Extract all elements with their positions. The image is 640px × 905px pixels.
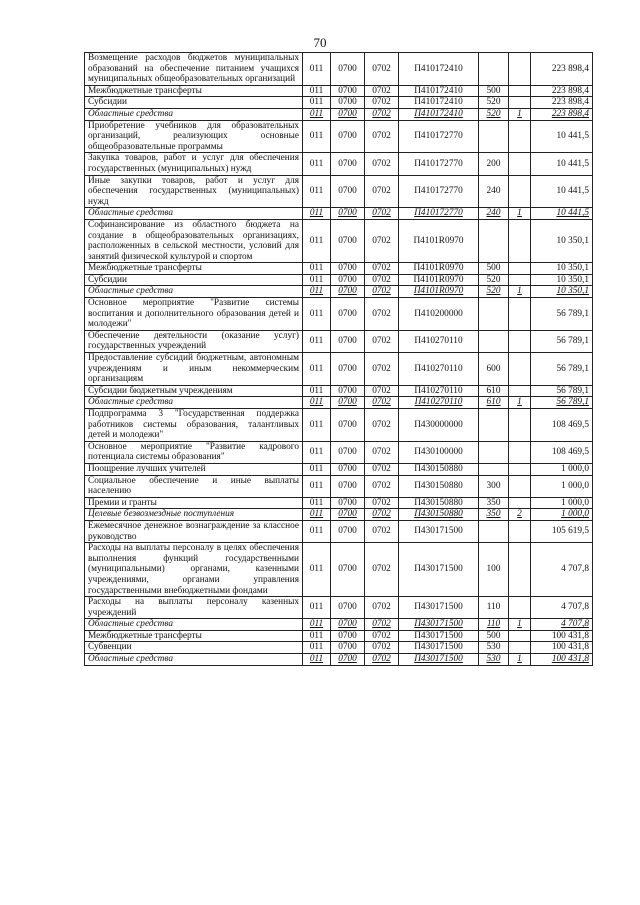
table-row xyxy=(85,409,593,442)
funding-source-code xyxy=(509,520,531,542)
expense-type-code: 350 xyxy=(479,497,509,509)
expense-type-code: 240 xyxy=(479,208,509,220)
table-row xyxy=(85,543,593,597)
funding-source-code xyxy=(509,475,531,497)
subsection-code: 0702 xyxy=(365,108,399,120)
amount: 10 441,5 xyxy=(531,153,593,175)
ved-code: 011 xyxy=(303,654,331,666)
target-article-code: П410172770 xyxy=(399,120,479,153)
amount: 4 707,8 xyxy=(531,619,593,631)
subsection-code: 0702 xyxy=(365,385,399,397)
expense-type-code: 500 xyxy=(479,630,509,642)
ved-code: 011 xyxy=(303,642,331,654)
section-code: 0700 xyxy=(331,208,365,220)
row-name: Межбюджетные трансферты xyxy=(85,630,303,642)
table-row xyxy=(85,630,593,642)
table-row xyxy=(85,85,593,97)
table-row xyxy=(85,520,593,542)
table-row xyxy=(85,353,593,386)
ved-code: 011 xyxy=(303,97,331,109)
amount: 223 898,4 xyxy=(531,97,593,109)
row-name: Приобретение учебников для образовательных организаций, реализующих основные общеобразовательные программы xyxy=(85,120,303,153)
expense-type-code xyxy=(479,441,509,463)
row-name: Областные средства xyxy=(85,108,303,120)
target-article-code: П410200000 xyxy=(399,298,479,331)
expense-type-code xyxy=(479,53,509,86)
subsection-code: 0702 xyxy=(365,497,399,509)
expense-type-code: 500 xyxy=(479,85,509,97)
row-name: Основное мероприятие "Развитие кадрового потенциала системы образования" xyxy=(85,441,303,463)
expense-type-code: 110 xyxy=(479,597,509,619)
table-row xyxy=(85,497,593,509)
subsection-code: 0702 xyxy=(365,120,399,153)
target-article-code: П430150880 xyxy=(399,497,479,509)
amount: 56 789,1 xyxy=(531,298,593,331)
row-name: Областные средства xyxy=(85,208,303,220)
row-name: Расходы на выплаты персоналу в целях обеспечения выполнения функций государственными (муниципальными) органами, казенными учреждениями, органами управления государственными внебюджетными фондами xyxy=(85,543,303,597)
expense-type-code: 110 xyxy=(479,619,509,631)
section-code: 0700 xyxy=(331,175,365,208)
ved-code: 011 xyxy=(303,630,331,642)
amount: 56 789,1 xyxy=(531,330,593,352)
section-code: 0700 xyxy=(331,463,365,475)
row-name: Межбюджетные трансферты xyxy=(85,85,303,97)
amount: 10 441,5 xyxy=(531,120,593,153)
expense-type-code xyxy=(479,520,509,542)
target-article-code: П4101R0970 xyxy=(399,263,479,275)
funding-source-code xyxy=(509,497,531,509)
subsection-code: 0702 xyxy=(365,630,399,642)
ved-code: 011 xyxy=(303,475,331,497)
section-code: 0700 xyxy=(331,153,365,175)
subsection-code: 0702 xyxy=(365,298,399,331)
expense-type-code: 240 xyxy=(479,175,509,208)
table-row xyxy=(85,208,593,220)
target-article-code: П410172410 xyxy=(399,97,479,109)
row-name: Областные средства xyxy=(85,619,303,631)
section-code: 0700 xyxy=(331,409,365,442)
amount: 1 000,0 xyxy=(531,509,593,521)
target-article-code: П410172770 xyxy=(399,175,479,208)
section-code: 0700 xyxy=(331,397,365,409)
ved-code: 011 xyxy=(303,108,331,120)
target-article-code: П410172410 xyxy=(399,85,479,97)
amount: 10 441,5 xyxy=(531,208,593,220)
table-row xyxy=(85,509,593,521)
row-name: Премии и гранты xyxy=(85,497,303,509)
subsection-code: 0702 xyxy=(365,397,399,409)
funding-source-code: 1 xyxy=(509,208,531,220)
expense-type-code xyxy=(479,298,509,331)
row-name: Социальное обеспечение и иные выплаты населению xyxy=(85,475,303,497)
target-article-code: П410270110 xyxy=(399,385,479,397)
expense-type-code xyxy=(479,330,509,352)
funding-source-code xyxy=(509,263,531,275)
row-name: Ежемесячное денежное вознаграждение за классное руководство xyxy=(85,520,303,542)
ved-code: 011 xyxy=(303,330,331,352)
amount: 10 350,1 xyxy=(531,286,593,298)
funding-source-code xyxy=(509,330,531,352)
row-name: Иные закупки товаров, работ и услуг для обеспечения государственных (муниципальных) нужд xyxy=(85,175,303,208)
subsection-code: 0702 xyxy=(365,274,399,286)
row-name: Предоставление субсидий бюджетным, автономным учреждениям и иным некоммерческим организациям xyxy=(85,353,303,386)
ved-code: 011 xyxy=(303,520,331,542)
ved-code: 011 xyxy=(303,286,331,298)
funding-source-code xyxy=(509,630,531,642)
table-row xyxy=(85,642,593,654)
section-code: 0700 xyxy=(331,286,365,298)
expense-type-code: 500 xyxy=(479,263,509,275)
amount: 223 898,4 xyxy=(531,108,593,120)
row-name: Обеспечение деятельности (оказание услуг) государственных учреждений xyxy=(85,330,303,352)
row-name: Областные средства xyxy=(85,286,303,298)
table-row xyxy=(85,298,593,331)
subsection-code: 0702 xyxy=(365,208,399,220)
section-code: 0700 xyxy=(331,385,365,397)
funding-source-code: 1 xyxy=(509,654,531,666)
funding-source-code xyxy=(509,441,531,463)
table-row xyxy=(85,330,593,352)
expense-type-code: 300 xyxy=(479,475,509,497)
section-code: 0700 xyxy=(331,543,365,597)
amount: 1 000,0 xyxy=(531,497,593,509)
subsection-code: 0702 xyxy=(365,97,399,109)
funding-source-code xyxy=(509,53,531,86)
target-article-code: П430150880 xyxy=(399,509,479,521)
subsection-code: 0702 xyxy=(365,353,399,386)
section-code: 0700 xyxy=(331,219,365,262)
ved-code: 011 xyxy=(303,441,331,463)
page-number: 70 xyxy=(313,35,327,50)
target-article-code: П410172770 xyxy=(399,208,479,220)
section-code: 0700 xyxy=(331,619,365,631)
ved-code: 011 xyxy=(303,208,331,220)
expense-type-code: 520 xyxy=(479,274,509,286)
funding-source-code: 2 xyxy=(509,509,531,521)
ved-code: 011 xyxy=(303,509,331,521)
expense-type-code: 350 xyxy=(479,509,509,521)
expense-type-code: 520 xyxy=(479,97,509,109)
expense-type-code: 530 xyxy=(479,654,509,666)
funding-source-code xyxy=(509,219,531,262)
amount: 4 707,8 xyxy=(531,597,593,619)
funding-source-code xyxy=(509,353,531,386)
section-code: 0700 xyxy=(331,520,365,542)
funding-source-code xyxy=(509,153,531,175)
table-row xyxy=(85,654,593,666)
table-row xyxy=(85,597,593,619)
target-article-code: П410270110 xyxy=(399,353,479,386)
subsection-code: 0702 xyxy=(365,642,399,654)
expense-type-code xyxy=(479,409,509,442)
ved-code: 011 xyxy=(303,263,331,275)
funding-source-code xyxy=(509,120,531,153)
amount: 4 707,8 xyxy=(531,543,593,597)
subsection-code: 0702 xyxy=(365,543,399,597)
target-article-code: П430150880 xyxy=(399,463,479,475)
subsection-code: 0702 xyxy=(365,175,399,208)
expense-type-code: 200 xyxy=(479,153,509,175)
table-row xyxy=(85,175,593,208)
target-article-code: П430171500 xyxy=(399,654,479,666)
funding-source-code xyxy=(509,642,531,654)
funding-source-code xyxy=(509,385,531,397)
funding-source-code xyxy=(509,175,531,208)
ved-code: 011 xyxy=(303,85,331,97)
ved-code: 011 xyxy=(303,175,331,208)
section-code: 0700 xyxy=(331,509,365,521)
section-code: 0700 xyxy=(331,97,365,109)
amount: 1 000,0 xyxy=(531,475,593,497)
table-row xyxy=(85,274,593,286)
ved-code: 011 xyxy=(303,153,331,175)
table-row xyxy=(85,263,593,275)
table-row xyxy=(85,385,593,397)
subsection-code: 0702 xyxy=(365,619,399,631)
subsection-code: 0702 xyxy=(365,654,399,666)
section-code: 0700 xyxy=(331,53,365,86)
table-row xyxy=(85,97,593,109)
subsection-code: 0702 xyxy=(365,441,399,463)
row-name: Межбюджетные трансферты xyxy=(85,263,303,275)
target-article-code: П430171500 xyxy=(399,520,479,542)
funding-source-code: 1 xyxy=(509,397,531,409)
section-code: 0700 xyxy=(331,85,365,97)
amount: 10 350,1 xyxy=(531,274,593,286)
section-code: 0700 xyxy=(331,298,365,331)
subsection-code: 0702 xyxy=(365,330,399,352)
expense-type-code xyxy=(479,463,509,475)
ved-code: 011 xyxy=(303,397,331,409)
subsection-code: 0702 xyxy=(365,53,399,86)
ved-code: 011 xyxy=(303,619,331,631)
section-code: 0700 xyxy=(331,642,365,654)
funding-source-code xyxy=(509,597,531,619)
amount: 10 441,5 xyxy=(531,175,593,208)
subsection-code: 0702 xyxy=(365,263,399,275)
amount: 105 619,5 xyxy=(531,520,593,542)
subsection-code: 0702 xyxy=(365,286,399,298)
expense-type-code xyxy=(479,219,509,262)
ved-code: 011 xyxy=(303,219,331,262)
expense-type-code: 520 xyxy=(479,108,509,120)
expense-type-code: 610 xyxy=(479,385,509,397)
table-row xyxy=(85,153,593,175)
row-name: Софинансирование из областного бюджета на создание в общеобразовательных организациях, расположенных в сельской местности, условий для занятий физической культурой и спортом xyxy=(85,219,303,262)
target-article-code: П4101R0970 xyxy=(399,219,479,262)
table-row xyxy=(85,619,593,631)
subsection-code: 0702 xyxy=(365,475,399,497)
ved-code: 011 xyxy=(303,353,331,386)
target-article-code: П4101R0970 xyxy=(399,274,479,286)
subsection-code: 0702 xyxy=(365,153,399,175)
subsection-code: 0702 xyxy=(365,409,399,442)
budget-table xyxy=(84,52,593,666)
table-row xyxy=(85,108,593,120)
section-code: 0700 xyxy=(331,330,365,352)
ved-code: 011 xyxy=(303,409,331,442)
amount: 1 000,0 xyxy=(531,463,593,475)
expense-type-code xyxy=(479,120,509,153)
row-name: Субсидии бюджетным учреждениям xyxy=(85,385,303,397)
section-code: 0700 xyxy=(331,120,365,153)
table-row xyxy=(85,53,593,86)
table-row xyxy=(85,120,593,153)
section-code: 0700 xyxy=(331,630,365,642)
subsection-code: 0702 xyxy=(365,509,399,521)
funding-source-code: 1 xyxy=(509,286,531,298)
row-name: Областные средства xyxy=(85,397,303,409)
amount: 223 898,4 xyxy=(531,85,593,97)
subsection-code: 0702 xyxy=(365,597,399,619)
target-article-code: П430171500 xyxy=(399,619,479,631)
table-row xyxy=(85,397,593,409)
amount: 100 431,8 xyxy=(531,642,593,654)
target-article-code: П430171500 xyxy=(399,597,479,619)
ved-code: 011 xyxy=(303,120,331,153)
amount: 100 431,8 xyxy=(531,654,593,666)
section-code: 0700 xyxy=(331,353,365,386)
row-name: Расходы на выплаты персоналу казенных учреждений xyxy=(85,597,303,619)
expense-type-code: 100 xyxy=(479,543,509,597)
amount: 56 789,1 xyxy=(531,385,593,397)
ved-code: 011 xyxy=(303,543,331,597)
subsection-code: 0702 xyxy=(365,463,399,475)
target-article-code: П430171500 xyxy=(399,630,479,642)
target-article-code: П430171500 xyxy=(399,642,479,654)
target-article-code: П410270110 xyxy=(399,330,479,352)
row-name: Субвенции xyxy=(85,642,303,654)
amount: 223 898,4 xyxy=(531,53,593,86)
target-article-code: П410172770 xyxy=(399,153,479,175)
table-row xyxy=(85,219,593,262)
row-name: Возмещение расходов бюджетов муниципальных образований на обеспечение питанием учащихся муниципальных общеобразовательных организаций xyxy=(85,53,303,86)
ved-code: 011 xyxy=(303,385,331,397)
subsection-code: 0702 xyxy=(365,219,399,262)
section-code: 0700 xyxy=(331,654,365,666)
ved-code: 011 xyxy=(303,463,331,475)
target-article-code: П430171500 xyxy=(399,543,479,597)
funding-source-code xyxy=(509,274,531,286)
row-name: Субсидии xyxy=(85,97,303,109)
amount: 100 431,8 xyxy=(531,630,593,642)
section-code: 0700 xyxy=(331,108,365,120)
target-article-code: П430000000 xyxy=(399,409,479,442)
table-row xyxy=(85,441,593,463)
row-name: Основное мероприятие "Развитие системы воспитания и дополнительного образования детей и молодежи" xyxy=(85,298,303,331)
funding-source-code: 1 xyxy=(509,108,531,120)
ved-code: 011 xyxy=(303,597,331,619)
row-name: Поощрение лучших учителей xyxy=(85,463,303,475)
amount: 56 789,1 xyxy=(531,397,593,409)
section-code: 0700 xyxy=(331,274,365,286)
funding-source-code xyxy=(509,543,531,597)
expense-type-code: 520 xyxy=(479,286,509,298)
expense-type-code: 600 xyxy=(479,353,509,386)
amount: 56 789,1 xyxy=(531,353,593,386)
subsection-code: 0702 xyxy=(365,520,399,542)
target-article-code: П410270110 xyxy=(399,397,479,409)
funding-source-code xyxy=(509,97,531,109)
funding-source-code xyxy=(509,409,531,442)
target-article-code: П430100000 xyxy=(399,441,479,463)
amount: 10 350,1 xyxy=(531,219,593,262)
row-name: Закупка товаров, работ и услуг для обеспечения государственных (муниципальных) нужд xyxy=(85,153,303,175)
section-code: 0700 xyxy=(331,475,365,497)
section-code: 0700 xyxy=(331,497,365,509)
section-code: 0700 xyxy=(331,441,365,463)
row-name: Целевые безвозмездные поступления xyxy=(85,509,303,521)
section-code: 0700 xyxy=(331,597,365,619)
funding-source-code: 1 xyxy=(509,619,531,631)
amount: 108 469,5 xyxy=(531,441,593,463)
row-name: Субсидии xyxy=(85,274,303,286)
target-article-code: П410172410 xyxy=(399,53,479,86)
ved-code: 011 xyxy=(303,274,331,286)
expense-type-code: 530 xyxy=(479,642,509,654)
amount: 108 469,5 xyxy=(531,409,593,442)
ved-code: 011 xyxy=(303,298,331,331)
ved-code: 011 xyxy=(303,53,331,86)
funding-source-code xyxy=(509,85,531,97)
row-name: Подпрограмма 3 "Государственная поддержка работников системы образования, талантливых детей и молодежи" xyxy=(85,409,303,442)
funding-source-code xyxy=(509,298,531,331)
target-article-code: П4101R0970 xyxy=(399,286,479,298)
row-name: Областные средства xyxy=(85,654,303,666)
target-article-code: П410172410 xyxy=(399,108,479,120)
target-article-code: П430150880 xyxy=(399,475,479,497)
table-row xyxy=(85,286,593,298)
funding-source-code xyxy=(509,463,531,475)
subsection-code: 0702 xyxy=(365,85,399,97)
expense-type-code: 610 xyxy=(479,397,509,409)
ved-code: 011 xyxy=(303,497,331,509)
table-row xyxy=(85,463,593,475)
table-row xyxy=(85,475,593,497)
section-code: 0700 xyxy=(331,263,365,275)
amount: 10 350,1 xyxy=(531,263,593,275)
